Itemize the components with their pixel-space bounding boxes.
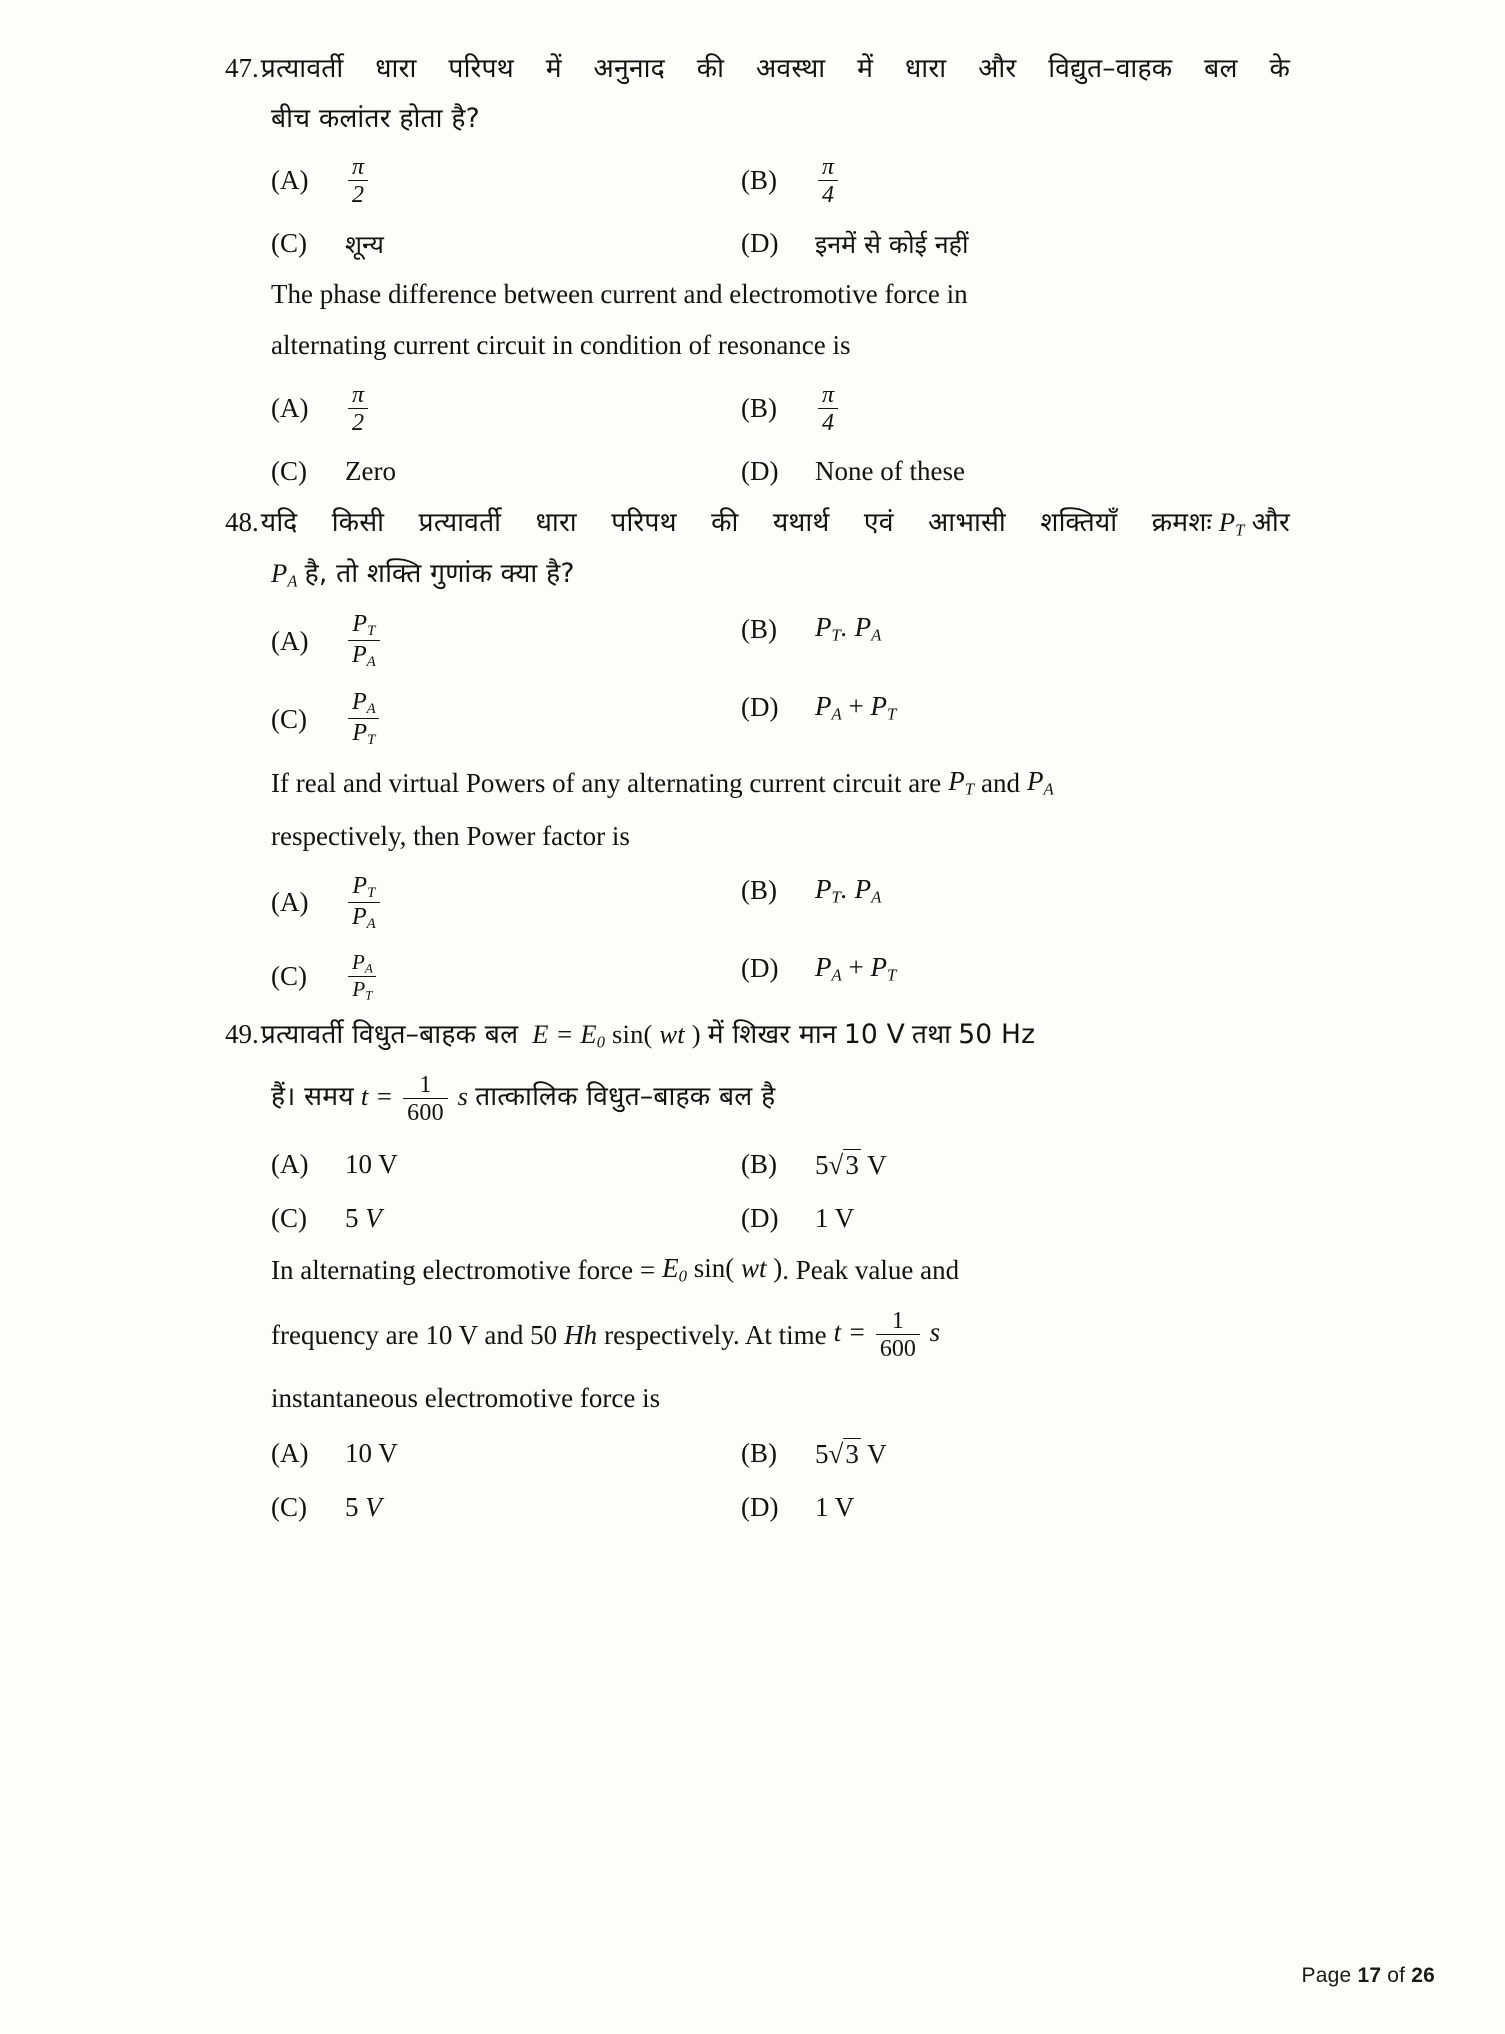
option-value: 1 V <box>815 1491 855 1522</box>
q48-options-row-2 <box>271 690 1290 748</box>
q47-hindi-line-1 <box>225 55 1290 83</box>
option-key: (D) <box>741 1202 779 1233</box>
q49-english-text-2b: respectively. At time <box>604 1319 827 1350</box>
fraction-denominator: 600 <box>403 1098 448 1125</box>
option-value: None of these <box>815 456 965 487</box>
option-value: शून्य <box>345 229 384 259</box>
option-key: (B) <box>741 393 777 424</box>
q49-hindi-text-1 <box>261 1021 1290 1051</box>
q48-option-a[interactable] <box>271 612 741 670</box>
q48-english-options-row-2 <box>271 949 1290 1003</box>
q47-english-option-b[interactable] <box>741 383 1211 435</box>
q49-hindi-text-2b: तात्कालिक विधुत–बाहक बल है <box>475 1081 776 1113</box>
fraction-pa-over-pt <box>348 690 380 748</box>
option-value <box>327 690 383 748</box>
option-key: (C) <box>271 456 307 487</box>
option-value <box>797 383 841 435</box>
q48-hindi-line-2 <box>271 560 1290 590</box>
option-key: (C) <box>271 228 307 259</box>
fraction-denominator: $P_T$ <box>348 718 379 748</box>
question-48 <box>225 506 1290 1003</box>
q47-hindi-option-c[interactable] <box>271 227 741 261</box>
q49-hindi-text-1a: प्रत्यावर्ती विधुत–बाहक बल <box>260 1019 519 1051</box>
fraction-denominator: 4 <box>818 180 838 207</box>
q49-english-line-1 <box>271 1255 1290 1285</box>
option-key: (A) <box>271 165 309 196</box>
option-key: (A) <box>271 1437 309 1468</box>
fraction-1-over-600 <box>403 1073 448 1125</box>
fraction-denominator: 4 <box>818 408 838 435</box>
q47-hindi-option-b[interactable] <box>741 155 1211 207</box>
q48-english-line-1 <box>271 768 1290 798</box>
option-key: (D) <box>741 953 779 984</box>
option-key: (B) <box>741 1437 777 1468</box>
fraction-numerator: π <box>352 153 365 180</box>
footer-prefix: Page <box>1301 1964 1352 1987</box>
page-content <box>225 55 1290 1544</box>
option-key: (D) <box>741 691 779 722</box>
q47-hindi-options-row-1 <box>271 155 1290 207</box>
q49-hindi-text-2a: हैं। समय <box>271 1081 354 1113</box>
option-value <box>327 612 383 670</box>
q47-number: 47. <box>225 53 259 83</box>
option-value: 10 V <box>345 1437 398 1468</box>
fraction-pt-over-pa <box>348 612 380 670</box>
q47-english-options-row-1 <box>271 383 1290 435</box>
q49-english-text-1a: In alternating electromotive force = <box>271 1254 656 1285</box>
option-key: (B) <box>741 1148 777 1179</box>
fraction-denominator: 2 <box>348 408 368 435</box>
option-key: (A) <box>271 1148 309 1179</box>
q48-option-d[interactable] <box>741 690 1211 724</box>
option-key: (D) <box>741 1491 779 1522</box>
fraction-numerator: $P_A$ <box>352 689 376 718</box>
option-value: 5 V <box>345 1202 382 1233</box>
option-key: (B) <box>741 875 777 906</box>
q48-english-text-1mid: and <box>981 768 1020 799</box>
q49-english-option-d[interactable] <box>741 1490 1211 1524</box>
q49-hindi-option-a[interactable] <box>271 1147 741 1181</box>
fraction-pi-over-2 <box>348 155 368 207</box>
q48-option-c[interactable] <box>271 690 741 748</box>
option-value: इनमें से कोई नहीं <box>815 229 969 259</box>
q47-hindi-option-d[interactable] <box>741 227 1211 261</box>
option-key: (A) <box>271 625 309 656</box>
q49-english-option-b[interactable] <box>741 1436 1211 1470</box>
option-value <box>327 155 371 207</box>
sqrt-3: √ 3 <box>828 1149 859 1180</box>
q48-hindi-text-2 <box>271 560 1290 590</box>
value-50hz: 50 Hz <box>958 1019 1036 1051</box>
option-value <box>327 383 371 435</box>
q49-english-options-row-1 <box>271 1436 1290 1470</box>
q48-english-option-d[interactable] <box>741 952 1211 986</box>
q49-hindi-line-2 <box>271 1073 1290 1125</box>
equation-t-eq-1-over-600-s: t = $\frac{1}{600}$ s <box>360 1072 469 1127</box>
fraction-numerator: π <box>822 381 835 408</box>
fraction-denominator: $P_T$ <box>348 976 376 1002</box>
q48-number: 48. <box>225 506 259 537</box>
option-value: 1 V <box>815 1202 855 1233</box>
q48-hindi-text-1 <box>260 506 1290 540</box>
option-key: (C) <box>271 1202 307 1233</box>
q47-hindi-line-2 <box>271 102 1290 134</box>
q49-hindi-line-1 <box>225 1021 1290 1051</box>
q49-hindi-options-row-2 <box>271 1201 1290 1235</box>
option-key: (B) <box>741 165 777 196</box>
q49-english-line-3 <box>271 1385 1290 1412</box>
q49-english-text-3: instantaneous electromotive force is <box>271 1383 661 1414</box>
option-key: (B) <box>741 613 777 644</box>
fraction-numerator: 1 <box>891 1308 904 1335</box>
q48-english-option-c[interactable] <box>271 949 741 1003</box>
q49-english-text-2a: frequency are 10 V and 50 <box>271 1319 558 1350</box>
q48-hindi-text-2b: है, तो शक्ति गुणांक क्या है? <box>304 558 575 590</box>
symbol-p-t: $P_T$ <box>1218 506 1245 540</box>
q48-option-b[interactable] <box>741 612 1211 646</box>
option-value: $P_A + P_T$ <box>815 690 897 724</box>
footer-current-page: 17 <box>1357 1964 1382 1987</box>
value-10v: 10 V <box>843 1019 905 1051</box>
option-value: 5 V <box>345 1491 382 1522</box>
option-key: (D) <box>741 228 779 259</box>
option-value: 5 √ 3 V <box>815 1438 887 1469</box>
symbol-p-a: $P_A$ <box>271 558 298 592</box>
fraction-numerator: $P_T$ <box>352 611 376 640</box>
option-key: (A) <box>271 887 309 918</box>
fraction-pi-over-4 <box>818 383 838 435</box>
fraction-numerator: 1 <box>419 1072 432 1099</box>
fraction-denominator: $P_A$ <box>348 640 380 670</box>
q48-english-text-1a: If real and virtual Powers of any alternating current circuit are <box>271 768 942 799</box>
q49-hindi-option-d[interactable] <box>741 1201 1211 1235</box>
q48-english-option-b[interactable] <box>741 874 1211 908</box>
footer-middle: of <box>1387 1964 1406 1987</box>
equation-t-eq-1-over-600-s: t = $\frac{1}{600}$ s <box>833 1308 941 1363</box>
q47-hindi-text-1: प्रत्यावर्ती धारा परिपथ में अनुनाद की अवस्था में धारा और विद्युत–वाहक बल के <box>260 53 1290 84</box>
q49-english-options-row-2 <box>271 1490 1290 1524</box>
q48-english-option-a[interactable] <box>271 874 741 932</box>
fraction-numerator: π <box>352 381 365 408</box>
fraction-denominator: 2 <box>348 180 368 207</box>
option-value: Zero <box>345 456 396 487</box>
q47-english-line-2 <box>271 329 1290 360</box>
fraction-pa-over-pt <box>348 949 377 1003</box>
option-value <box>797 155 841 207</box>
option-key: (A) <box>271 393 309 424</box>
q48-options-row-1 <box>271 612 1290 670</box>
fraction-numerator: $P_A$ <box>352 949 373 976</box>
q49-english-option-c[interactable] <box>271 1490 741 1524</box>
q47-english-text-2: alternating current circuit in condition of resonance is <box>271 329 851 360</box>
equation-e-eq-e0-sin-wt: $E = E_0$ sin( wt ) <box>532 1019 701 1052</box>
fraction-1-over-600 <box>876 1309 920 1361</box>
q47-english-line-1 <box>271 278 1290 309</box>
q47-english-option-d[interactable] <box>741 455 1211 489</box>
option-key: (C) <box>271 703 307 734</box>
option-value: 10 V <box>345 1148 398 1179</box>
q47-hindi-options-row-2 <box>271 227 1290 261</box>
option-key: (C) <box>271 1491 307 1522</box>
option-value <box>327 874 383 932</box>
q48-hindi-line-1 <box>225 506 1290 540</box>
q49-hindi-options-row-1 <box>271 1147 1290 1181</box>
q47-hindi-text-2: बीच कलांतर होता है? <box>271 102 480 134</box>
q48-english-options-row-1 <box>271 874 1290 932</box>
q49-hindi-option-c[interactable] <box>271 1201 741 1235</box>
equation-e0-sin-wt: $E_0$ sin( wt ) <box>662 1253 783 1286</box>
q49-english-option-a[interactable] <box>271 1436 741 1470</box>
q47-english-option-c[interactable] <box>271 455 741 489</box>
q48-english-line-2 <box>271 820 1290 851</box>
q47-english-text-1: The phase difference between current and electromotive force in <box>271 278 968 309</box>
symbol-p-a: $P_A$ <box>1027 766 1054 800</box>
option-key: (C) <box>271 961 307 992</box>
sqrt-3: √ 3 <box>828 1438 859 1469</box>
fraction-numerator: π <box>822 153 835 180</box>
question-49 <box>225 1021 1290 1524</box>
q48-hindi-text-1b: और <box>1251 506 1290 538</box>
option-key: (D) <box>741 456 779 487</box>
option-value: $P_A + P_T$ <box>815 952 897 985</box>
option-value: 5 √ 3 V <box>815 1149 887 1180</box>
fraction-pi-over-4 <box>818 155 838 207</box>
q49-hindi-text-2 <box>271 1073 1290 1125</box>
unit-hh: Hh <box>564 1319 598 1350</box>
q49-hindi-text-1c: तथा <box>911 1019 952 1051</box>
fraction-pt-over-pa <box>348 874 380 932</box>
q47-english-option-a[interactable] <box>271 383 741 435</box>
q48-hindi-text-1a: यदि किसी प्रत्यावर्ती धारा परिपथ की यथार्थ एवं आभासी शक्तियाँ क्रमशः <box>260 506 1212 538</box>
page-footer <box>1302 1964 1435 1988</box>
fraction-pi-over-2 <box>348 383 368 435</box>
q49-hindi-option-b[interactable] <box>741 1147 1211 1181</box>
footer-total-pages: 26 <box>1411 1964 1435 1987</box>
option-value <box>327 949 380 1003</box>
question-47 <box>225 55 1290 489</box>
q47-english-options-row-2 <box>271 455 1290 489</box>
option-value: $P_T$. $P_A$ <box>815 874 882 907</box>
q49-number: 49. <box>225 1019 259 1050</box>
q47-hindi-option-a[interactable] <box>271 155 741 207</box>
option-value: $P_T$. $P_A$ <box>815 612 882 646</box>
q49-english-line-2 <box>271 1309 1290 1361</box>
q49-hindi-text-1b: में शिखर मान <box>707 1019 837 1051</box>
fraction-denominator: $P_A$ <box>348 902 380 932</box>
q48-english-text-2: respectively, then Power factor is <box>271 820 630 851</box>
q49-english-text-1b: . Peak value and <box>782 1254 960 1285</box>
fraction-numerator: $P_T$ <box>352 872 376 901</box>
symbol-p-t: $P_T$ <box>948 766 975 800</box>
fraction-denominator: 600 <box>876 1334 920 1361</box>
